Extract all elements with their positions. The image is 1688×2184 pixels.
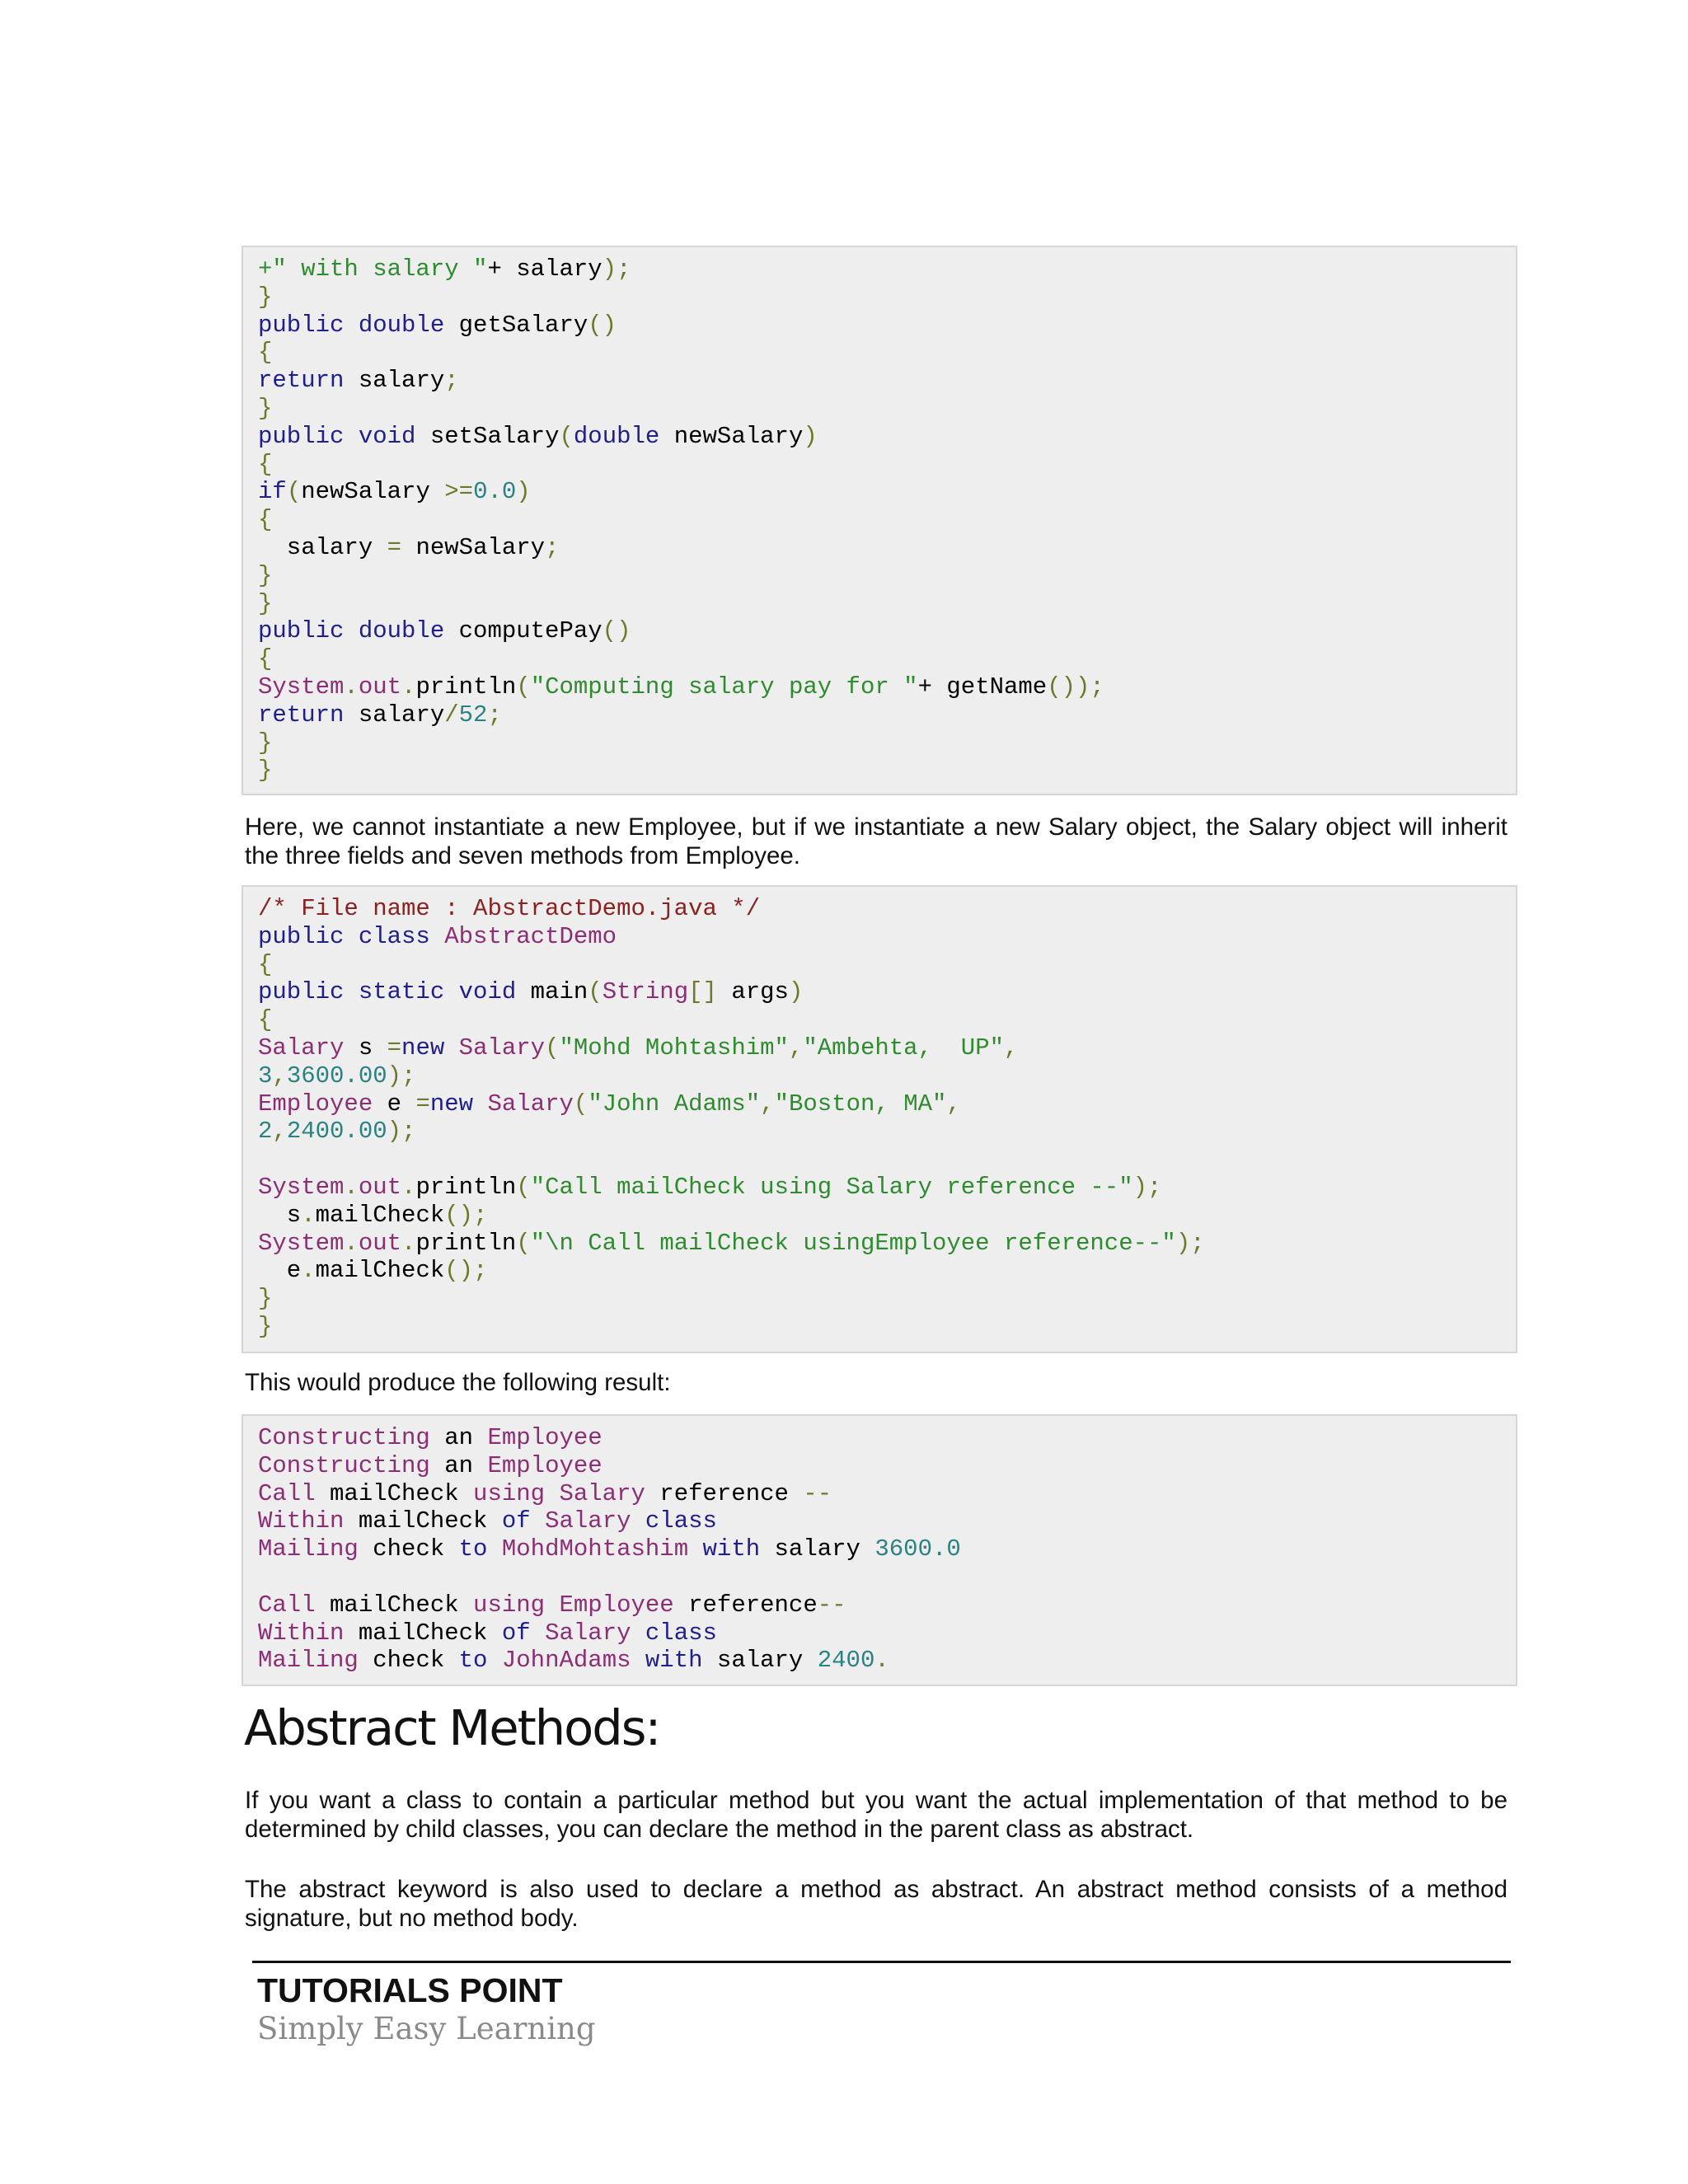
- code-token: using: [473, 1479, 560, 1507]
- code-token: out: [358, 1229, 402, 1257]
- code-line: [258, 1118, 1516, 1146]
- code-token: out: [358, 1173, 402, 1201]
- code-token: Salary: [258, 1033, 359, 1062]
- code-token: with: [645, 1647, 717, 1675]
- code-token: e: [258, 1257, 302, 1285]
- code-line: [258, 1257, 1516, 1285]
- code-line: [258, 1006, 1516, 1034]
- code-line: [258, 1535, 1516, 1563]
- code-line: [258, 1452, 1516, 1480]
- code-token: );: [1175, 1229, 1205, 1257]
- code-token: salary: [258, 533, 387, 561]
- code-token: (): [602, 617, 631, 645]
- code-line: [258, 339, 1516, 367]
- code-token: setSalary: [429, 422, 560, 450]
- code-token: s: [358, 1033, 387, 1062]
- code-token: class: [645, 1507, 717, 1535]
- code-line: [258, 978, 1516, 1006]
- code-token: Mailing: [258, 1647, 373, 1675]
- code-token: mailCheck: [358, 1507, 502, 1535]
- code-token: MohdMohtashim: [501, 1535, 703, 1563]
- code-token: ,: [760, 1090, 775, 1118]
- code-token: {: [258, 339, 273, 367]
- code-line: [258, 284, 1516, 312]
- code-token: ();: [444, 1257, 488, 1285]
- code-token: ();: [444, 1201, 488, 1229]
- code-token: (: [286, 478, 302, 506]
- code-token: System: [258, 1229, 345, 1257]
- code-token: Employee: [487, 1424, 603, 1451]
- code-token: newSalary: [415, 533, 546, 561]
- code-token: ;: [487, 701, 502, 729]
- paragraph-instantiate-salary: Here, we cannot instantiate a new Employee, but if we instantiate a new Salary object, the Salary object will inherit the three fields and seven methods from Employee.: [245, 813, 1507, 869]
- footer-tagline: Simply Easy Learning: [257, 2011, 596, 2046]
- code-token: );: [602, 255, 631, 283]
- code-token: Salary: [545, 1619, 645, 1647]
- code-token: new: [401, 1033, 459, 1062]
- code-line: [258, 895, 1516, 923]
- code-line: [258, 1424, 1516, 1452]
- code-line: [258, 255, 1516, 284]
- code-token: =: [387, 533, 416, 561]
- section-heading-abstract-methods: Abstract Methods:: [244, 1699, 660, 1756]
- code-token: ());: [1047, 673, 1104, 701]
- code-line: [258, 1034, 1516, 1062]
- code-token: to: [458, 1535, 502, 1563]
- code-token: 3600.00: [286, 1062, 387, 1090]
- code-token: String: [602, 978, 689, 1006]
- code-line: [258, 701, 1516, 729]
- code-token: reference: [688, 1591, 818, 1619]
- code-line: [258, 1591, 1516, 1619]
- code-token: }: [258, 589, 273, 617]
- code-token: []: [688, 978, 732, 1006]
- code-line: [258, 923, 1516, 951]
- code-token: {: [258, 950, 273, 978]
- code-token: Within: [258, 1507, 359, 1535]
- code-token: ,: [946, 1090, 961, 1118]
- code-token: }: [258, 283, 273, 311]
- code-token: "John Adams": [588, 1090, 761, 1118]
- code-token: Salary: [545, 1507, 645, 1535]
- code-line: [258, 562, 1516, 590]
- code-line: [258, 590, 1516, 618]
- code-token: check: [373, 1535, 459, 1563]
- code-token: (: [516, 1173, 531, 1201]
- code-token: Salary: [487, 1090, 574, 1118]
- code-token: .: [344, 1229, 359, 1257]
- code-token: an: [444, 1451, 488, 1479]
- code-token: --: [803, 1479, 832, 1507]
- code-token: .: [301, 1257, 316, 1285]
- code-token: an: [444, 1424, 488, 1451]
- code-line: [258, 1062, 1516, 1090]
- code-token: with: [702, 1535, 775, 1563]
- code-token: ): [788, 978, 804, 1006]
- code-token: getSalary: [458, 311, 588, 339]
- code-token: salary: [358, 367, 445, 395]
- code-token: of: [501, 1507, 546, 1535]
- code-token: 3600.0: [874, 1535, 961, 1563]
- code-token: return: [258, 701, 359, 729]
- code-token: salary: [358, 701, 445, 729]
- code-token: JohnAdams: [501, 1647, 645, 1675]
- code-token: --: [817, 1591, 846, 1619]
- code-token: new: [429, 1090, 488, 1118]
- code-token: ): [516, 478, 531, 506]
- code-token: "Call mailCheck using Salary reference --": [530, 1173, 1133, 1201]
- code-line: [258, 1285, 1516, 1313]
- code-token: (: [573, 1090, 588, 1118]
- code-token: class: [645, 1619, 717, 1647]
- code-token: public static void: [258, 978, 531, 1006]
- code-token: using: [473, 1591, 560, 1619]
- code-token: 2400.00: [286, 1118, 387, 1146]
- code-token: double: [573, 422, 674, 450]
- code-token: /* File name : AbstractDemo.java */: [258, 895, 761, 922]
- code-token: {: [258, 450, 273, 478]
- code-line: [258, 951, 1516, 979]
- code-token: if: [258, 478, 287, 506]
- code-token: mailCheck: [358, 1619, 502, 1647]
- code-token: ,: [272, 1118, 287, 1146]
- code-token: computePay: [458, 617, 603, 645]
- code-token: out: [358, 673, 402, 701]
- code-token: .: [401, 1229, 416, 1257]
- code-line: [258, 1313, 1516, 1341]
- code-token: ): [803, 422, 818, 450]
- code-token: 2400: [817, 1647, 875, 1675]
- code-token: println: [415, 673, 517, 701]
- code-line: [258, 673, 1516, 701]
- code-token: .: [401, 673, 416, 701]
- code-line: [258, 757, 1516, 785]
- code-token: );: [387, 1062, 416, 1090]
- code-token: Employee: [559, 1591, 689, 1619]
- paragraph-abstract-method-intro: If you want a class to contain a particular method but you want the actual implementation of that method to be determined by child classes, you can declare the method in the parent class as abstract.: [245, 1787, 1507, 1843]
- code-token: .: [401, 1173, 416, 1201]
- code-token: System: [258, 1173, 345, 1201]
- code-token: + salary: [487, 255, 603, 283]
- code-token: mailCheck: [315, 1201, 445, 1229]
- code-token: AbstractDemo: [444, 922, 617, 950]
- code-token: /: [444, 701, 459, 729]
- code-token: println: [415, 1229, 517, 1257]
- code-token: s: [258, 1201, 302, 1229]
- code-token: }: [258, 757, 273, 785]
- code-line: [258, 506, 1516, 534]
- code-token: Salary: [458, 1033, 546, 1062]
- code-line: [258, 1202, 1516, 1230]
- code-token: (): [588, 311, 617, 339]
- code-token: "Boston, MA": [774, 1090, 947, 1118]
- code-token: ,: [1004, 1033, 1019, 1062]
- code-token: newSalary: [301, 478, 445, 506]
- code-token: );: [387, 1118, 416, 1146]
- code-token: .: [874, 1647, 889, 1675]
- code-token: "Mohd Mohtashim": [559, 1033, 789, 1062]
- code-line: [258, 617, 1516, 645]
- code-token: Salary: [559, 1479, 660, 1507]
- code-token: .: [344, 1173, 359, 1201]
- code-line: [258, 312, 1516, 340]
- code-line: [258, 1146, 1516, 1174]
- code-token: 52: [458, 701, 488, 729]
- code-token: public double: [258, 617, 459, 645]
- code-token: }: [258, 729, 273, 757]
- code-line: [258, 1619, 1516, 1647]
- code-token: Call: [258, 1591, 331, 1619]
- code-token: salary: [716, 1647, 818, 1675]
- code-token: salary: [774, 1535, 875, 1563]
- code-token: e: [387, 1090, 416, 1118]
- code-token: mailCheck: [315, 1257, 445, 1285]
- code-token: of: [501, 1619, 546, 1647]
- code-token: }: [258, 394, 273, 422]
- code-token: check: [373, 1647, 459, 1675]
- output-block: [241, 1414, 1517, 1686]
- code-line: [258, 367, 1516, 395]
- code-token: .: [344, 673, 359, 701]
- code-token: mailCheck: [330, 1591, 474, 1619]
- code-token: println: [415, 1173, 517, 1201]
- code-token: {: [258, 506, 273, 534]
- code-block-salary-methods: [241, 246, 1517, 795]
- code-token: 0.0: [473, 478, 517, 506]
- code-token: =: [415, 1090, 430, 1118]
- code-line: [258, 395, 1516, 423]
- code-token: reference: [659, 1479, 804, 1507]
- code-line: [258, 1480, 1516, 1508]
- code-token: Call: [258, 1479, 331, 1507]
- code-token: Within: [258, 1619, 359, 1647]
- code-token: Constructing: [258, 1424, 445, 1451]
- code-token: public void: [258, 422, 430, 450]
- code-token: (: [516, 1229, 531, 1257]
- code-token: newSalary: [673, 422, 804, 450]
- code-token: =: [387, 1033, 402, 1062]
- code-token: Employee: [258, 1090, 387, 1118]
- code-token: ;: [545, 533, 560, 561]
- code-token: ;: [444, 367, 459, 395]
- code-token: Constructing: [258, 1451, 445, 1479]
- code-token: (: [588, 978, 603, 1006]
- code-token: }: [258, 561, 273, 589]
- code-line: [258, 1230, 1516, 1258]
- code-token: (: [559, 422, 574, 450]
- code-token: "Ambehta, UP": [803, 1033, 1004, 1062]
- code-line: [258, 451, 1516, 479]
- code-token: .: [301, 1201, 316, 1229]
- code-line: [258, 1174, 1516, 1202]
- footer-brand: TUTORIALS POINT: [257, 1971, 563, 2009]
- code-token: "Computing salary pay for ": [530, 673, 918, 701]
- code-token: public class: [258, 922, 445, 950]
- code-token: "\n Call mailCheck usingEmployee reference--": [530, 1229, 1176, 1257]
- code-block-abstract-demo: [241, 885, 1517, 1353]
- paragraph-result-intro: This would produce the following result:: [245, 1369, 671, 1396]
- code-token: Mailing: [258, 1535, 373, 1563]
- code-line: [258, 1563, 1516, 1591]
- code-token: System: [258, 673, 345, 701]
- code-token: args: [731, 978, 789, 1006]
- code-line: [258, 534, 1516, 562]
- code-token: mailCheck: [330, 1479, 474, 1507]
- footer-divider: [252, 1961, 1511, 1963]
- code-token: {: [258, 1006, 273, 1034]
- code-token: 2: [258, 1118, 273, 1146]
- code-token: {: [258, 645, 273, 673]
- paragraph-abstract-keyword: The abstract keyword is also used to declare a method as abstract. An abstract method consists of a method signature, but no method body.: [245, 1876, 1507, 1932]
- code-line: [258, 1647, 1516, 1675]
- code-token: (: [545, 1033, 560, 1062]
- code-token: return: [258, 367, 359, 395]
- code-line: [258, 478, 1516, 506]
- code-token: to: [458, 1647, 502, 1675]
- code-line: [258, 1090, 1516, 1118]
- code-token: }: [258, 1285, 273, 1313]
- code-token: 3: [258, 1062, 273, 1090]
- code-token: public double: [258, 311, 459, 339]
- code-token: + getName: [917, 673, 1048, 701]
- code-token: ,: [788, 1033, 804, 1062]
- code-token: (: [516, 673, 531, 701]
- code-token: main: [530, 978, 588, 1006]
- code-token: }: [258, 1312, 273, 1340]
- code-token: Employee: [487, 1451, 603, 1479]
- code-line: [258, 645, 1516, 673]
- code-token: +" with salary ": [258, 255, 488, 283]
- code-token: >=: [444, 478, 474, 506]
- code-line: [258, 729, 1516, 757]
- code-line: [258, 1507, 1516, 1535]
- code-token: );: [1132, 1173, 1162, 1201]
- code-token: ,: [272, 1062, 287, 1090]
- code-line: [258, 423, 1516, 451]
